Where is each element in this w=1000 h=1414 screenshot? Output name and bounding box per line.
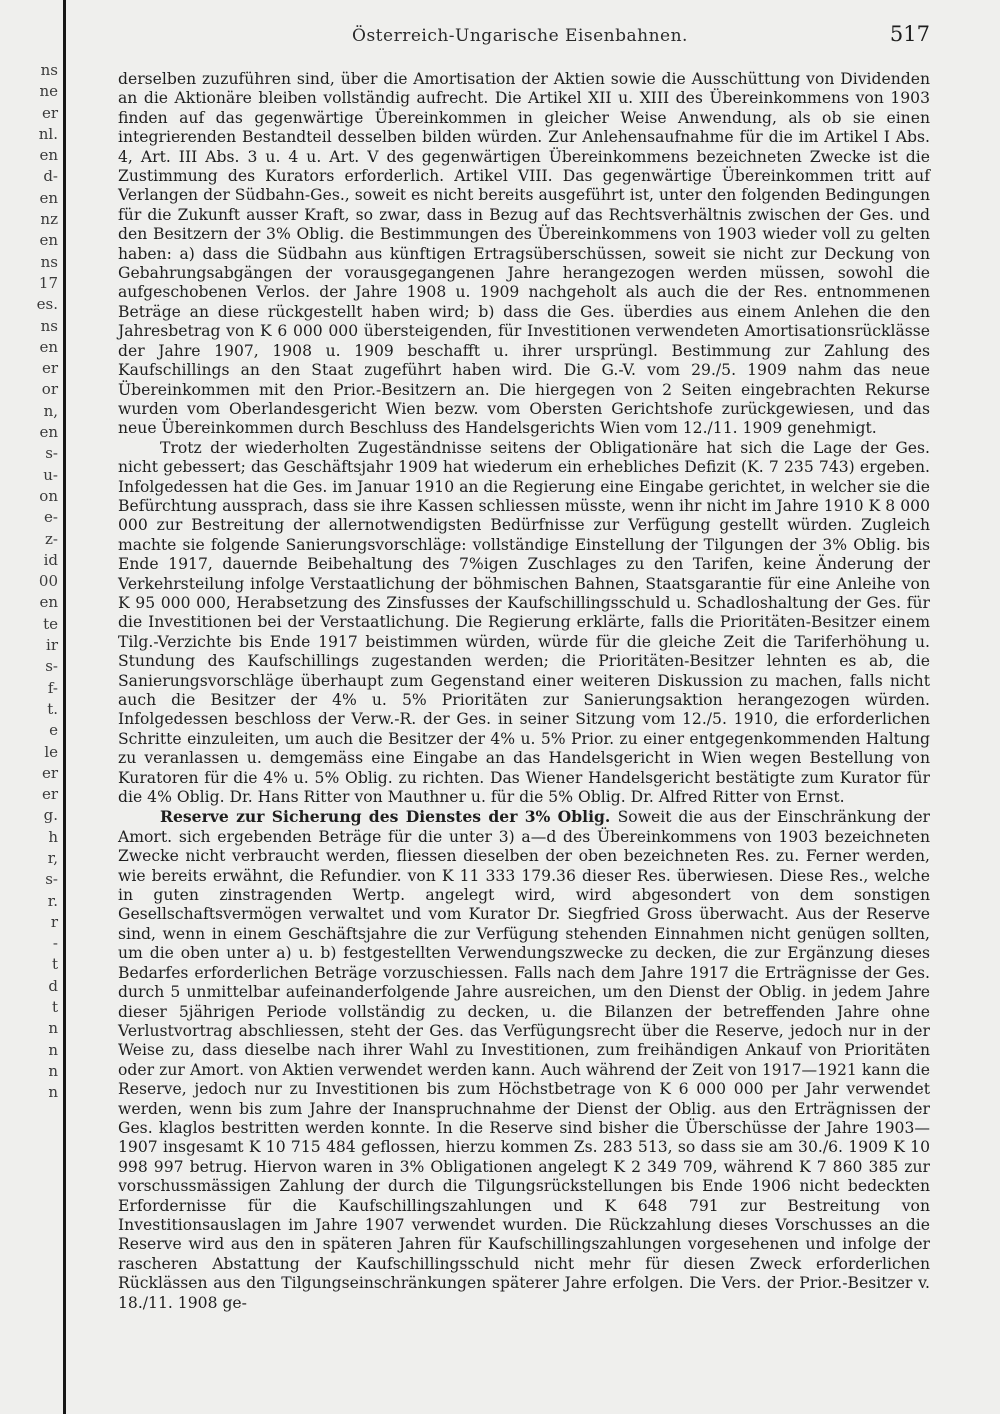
margin-fragment: en xyxy=(39,337,58,356)
margin-fragment: on xyxy=(39,486,58,505)
margin-fragment: r. xyxy=(47,891,58,910)
paragraph-continuation xyxy=(118,70,930,439)
margin-fragment: ir xyxy=(46,636,58,655)
margin-fragment: d xyxy=(48,976,58,995)
paragraph-text: derselben zuzuführen sind, über die Amortisation der Aktien sowie die Ausschüttung von Dividenden an die Aktionäre bleiben vollständig aufrecht. Die Artikel XII u. XIII des Übereinkommens von 1903 finden auf das gegenwärtige Übereinkommen in gleicher Weise Anwendung, als ob sie einen integrierenden Bestandteil desselben bilden würden. Zur Anlehensaufnahme für die im Artikel I Abs. 4, Art. III Abs. 3 u. 4 u. Art. V des gegenwärtigen Übereinkommens bezeichneten Zwecke ist die Zustimmung des Kurators erforderlich. Artikel VIII. Das gegenwärtige Übereinkommen tritt auf Verlangen der Südbahn-Ges., soweit es nicht bereits ausgeführt ist, unter den folgenden Bedingungen für die Zukunft ausser Kraft, so zwar, dass in Bezug auf das Rechtsverhältnis zwischen der Ges. und den Besitzern der 3% Oblig. die Bestimmungen des Übereinkommens von 1903 wieder voll zu gelten haben: a) dass die Südbahn aus künftigen Ertragsüberschüssen, soweit sie nicht zur Deckung von Gebahrungsabgängen der vorausgegangenen Jahre herangezogen werden müssen, sowohl die aufgeschobenen Verlos. der Jahre 1908 u. 1909 nachgeholt als auch die der Res. entnommenen Beträge an diese rückgestellt haben wird; b) dass die Ges. überdies aus einem Anlehen die den Jahresbetrag von K 6 000 000 übersteigenden, für Investitionen verwendeten Amortisationsrücklässe der Jahre 1907, 1908 u. 1909 beschafft u. ihrer ursprüngl. Bestimmung zur Zahlung des Kaufschillings an den Staat zugeführt haben wird. Die G.-V. vom 29./5. 1909 nahm das neue Übereinkommen mit den Prior.-Besitzern an. Die hiergegen von 2 Seiten eingebrachten Rekurse wurden vom Oberlandesgericht Wien bezw. vom Obersten Gerichtshofe zurückgewiesen, und das neue Übereinkommen durch Beschluss des Handelsgerichts Wien vom 12./11. 1909 genehmigt. xyxy=(118,70,930,438)
margin-fragment: h xyxy=(48,827,58,846)
margin-fragment: s- xyxy=(45,657,58,676)
margin-fragment: z- xyxy=(45,529,58,548)
margin-fragment: r, xyxy=(47,848,58,867)
margin-fragment: le xyxy=(44,742,58,761)
margin-fragment: n, xyxy=(43,401,58,420)
margin-fragment: ne xyxy=(39,82,58,101)
margin-fragment: t xyxy=(51,998,58,1017)
margin-fragment: d- xyxy=(43,167,58,186)
margin-fragment: er xyxy=(41,359,58,378)
page-gutter-rule xyxy=(63,0,66,1414)
margin-fragment: t xyxy=(51,955,58,974)
margin-fragment: ns xyxy=(40,316,58,335)
margin-fragment: es. xyxy=(36,295,58,314)
margin-fragment: er xyxy=(41,785,58,804)
margin-fragment: n xyxy=(48,1040,58,1059)
margin-fragment: id xyxy=(43,550,58,569)
margin-fragment: nl. xyxy=(38,124,58,143)
margin-fragment: en xyxy=(39,231,58,250)
margin-fragment: ns xyxy=(40,61,58,79)
margin-fragment: u- xyxy=(43,465,58,484)
body-text xyxy=(118,70,930,1313)
margin-fragment: en xyxy=(39,593,58,612)
margin-fragment: s- xyxy=(45,870,58,889)
margin-fragment: n xyxy=(48,1019,58,1038)
paragraph-text: Trotz der wiederholten Zugeständnisse seitens der Obligationäre hat sich die Lage der Ges. nicht gebessert; das Geschäftsjahr 1909 hat wiederum ein erhebliches Defizit (K. 7 235 743) ergeben. Infolgedessen hat die Ges. im Januar 1910 an die Regierung eine Eingabe gerichtet, in welcher sie die Befürchtung aussprach, dass sie ihre Kassen schliessen müsste, wenn ihr nicht im Jahre 1910 K 8 000 000 zur Bestreitung der allernotwendigsten Bedürfnisse zur Verfügung gestellt würden. Zugleich machte sie folgende Sanierungsvorschläge: vollständige Einstellung der Tilgungen der 3% Oblig. bis Ende 1917, dauernde Beibehaltung des 7%igen Zuschlages zu den Tarifen, keine Änderung der Verkehrsteilung infolge Verstaatlichung der böhmischen Bahnen, Staatsgarantie für eine Anleihe von K 95 000 000, Herabsetzung des Zinsfusses der Kaufschillingsschuld u. Schadloshaltung der Ges. für die Investitionen bei der Verstaatlichung. Die Regierung erklärte, falls die Prioritäten-Besitzer einem Tilg.-Verzichte bis Ende 1917 beistimmen würden, würde für die gleiche Zeit die Tariferhöhung u. Stundung des Kaufschillings zugestanden werden; die Prioritäten-Besitzer lehnten es ab, die Sanierungsvorschläge überhaupt zum Gegenstand einer weiteren Diskussion zu machen, falls nicht auch die Besitzer der 4% u. 5% Prioritäten zur Sanierungsaktion herangezogen würden. Infolgedessen beschloss der Verw.-R. der Ges. in seiner Sitzung vom 12./5. 1910, die erforderlichen Schritte einzuleiten, um auch die Besitzer der 4% u. 5% Prior. zu einer entgegenkommenden Haltung zu veranlassen u. demgemäss eine Eingabe an das Handelsgericht in Wien wegen Bestellung von Kuratoren für die 4% u. 5% Oblig. zu richten. Das Wiener Handelsgericht bestätigte zum Kurator für die 4% Oblig. Dr. Hans Ritter von Mauthner u. für die 5% Oblig. Dr. Alfred Ritter von Ernst. xyxy=(118,438,930,807)
margin-fragment: s- xyxy=(45,444,58,463)
previous-page-margin-fragments xyxy=(0,60,62,1390)
margin-fragment: nz xyxy=(40,210,58,229)
section-heading-reserve: Reserve zur Sicherung des Dienstes der 3% Oblig. xyxy=(160,807,618,827)
margin-fragment: en xyxy=(39,188,58,207)
running-title: Österreich-Ungarische Eisenbahnen. xyxy=(352,26,688,46)
paragraph-reserve xyxy=(118,807,930,1313)
margin-fragment: er xyxy=(41,103,58,122)
margin-fragment: 00 xyxy=(38,572,58,591)
margin-fragment: e xyxy=(49,721,58,740)
margin-fragment: te xyxy=(43,614,58,633)
margin-fragment: t. xyxy=(47,699,58,718)
paragraph-defizit xyxy=(118,439,930,808)
paragraph-text: Soweit die aus der Einschränkung der Amort. sich ergebenden Beträge für die unter 3) a—d des Übereinkommens von 1903 bezeichneten Zwecke nicht verbraucht werden, fliessen dieselben der oben bezeichneten Res. zu. Ferner werden, wie bereits erwähnt, die Refundier. von K 11 333 179.36 dieser Res. überwiesen. Diese Res., welche in guten zinstragenden Wertp. angelegt wird, wird abgesondert von dem sonstigen Gesellschaftsvermögen verwaltet und vom Kurator Dr. Siegfried Gross überwacht. Aus der Reserve sind, wenn in einem Geschäftsjahre die zur Verfügung stehenden Einnahmen nicht genügen sollten, um die oben unter a) u. b) festgestellten Verwendungszwecke zu decken, die zur Ergänzung dieses Bedarfes erforderlichen Beträge vorzuschiessen. Falls nach dem Jahre 1917 die Erträgnisse der Ges. durch 5 unmittelbar aufeinanderfolgende Jahre ausreichen, um den Dienst der Oblig. in jedem Jahre dieser 5jährigen Periode vollständig zu decken, u. die Bilanzen der betreffenden Jahre ohne Verlustvortrag abschliessen, steht der Ges. das Verfügungsrecht über die Reserve, jedoch nur in der Weise zu, dass dieselbe nach ihrer Wahl zu Investitionen, zum freihändigen Ankauf von Prioritäten oder zur Amort. von Aktien verwendet werden kann. Auch während der Zeit von 1917—1921 kann die Reserve, jedoch nur zu Investitionen bis zum Höchstbetrage von K 6 000 000 per Jahr verwendet werden, wenn bis zum Jahre der Inanspruchnahme der Dienst der Oblig. aus den Erträgnissen der Ges. klaglos bestritten werden konnte. In die Reserve sind bisher die Überschüsse der Jahre 1903—1907 insgesamt K 10 715 484 geflossen, hierzu kommen Zs. 283 513, so dass sie am 30./6. 1909 K 10 998 997 betrug. Hiervon waren in 3% Obligationen angelegt K 2 349 709, während K 7 860 385 zur vorschussmässigen Zahlung der durch die Tilgungsrückstellungen bis Ende 1906 nicht bedeckten Erfordernisse für die Kaufschillingszahlungen und K 648 791 zur Bestreitung von Investitionsauslagen im Jahre 1907 verwendet wurden. Die Rückzahlung dieses Vorschusses an die Reserve wird aus den in späteren Jahren für Kaufschillingszahlungen vorgesehenen und infolge der rascheren Abstattung der Kaufschillingsschuld nicht mehr für diesen Zweck erforderlichen Rücklässen aus den Tilgungseinschränkungen späterer Jahre erfolgen. Die Vers. der Prior.-Besitzer v. 18./11. 1908 ge- xyxy=(118,808,930,1312)
margin-fragment: en xyxy=(39,146,58,165)
margin-fragment: er xyxy=(41,763,58,782)
margin-fragment: g. xyxy=(43,806,58,825)
margin-fragment: ns xyxy=(40,252,58,271)
margin-fragment: or xyxy=(41,380,58,399)
page-number: 517 xyxy=(889,22,930,46)
margin-fragment: f- xyxy=(47,678,58,697)
margin-fragment: en xyxy=(39,423,58,442)
margin-fragment: e- xyxy=(44,508,58,527)
margin-fragment: - xyxy=(52,934,58,953)
margin-fragment: r xyxy=(50,912,58,931)
margin-fragment: 17 xyxy=(38,273,58,292)
margin-fragment: n xyxy=(48,1083,58,1102)
margin-fragment: n xyxy=(48,1061,58,1080)
